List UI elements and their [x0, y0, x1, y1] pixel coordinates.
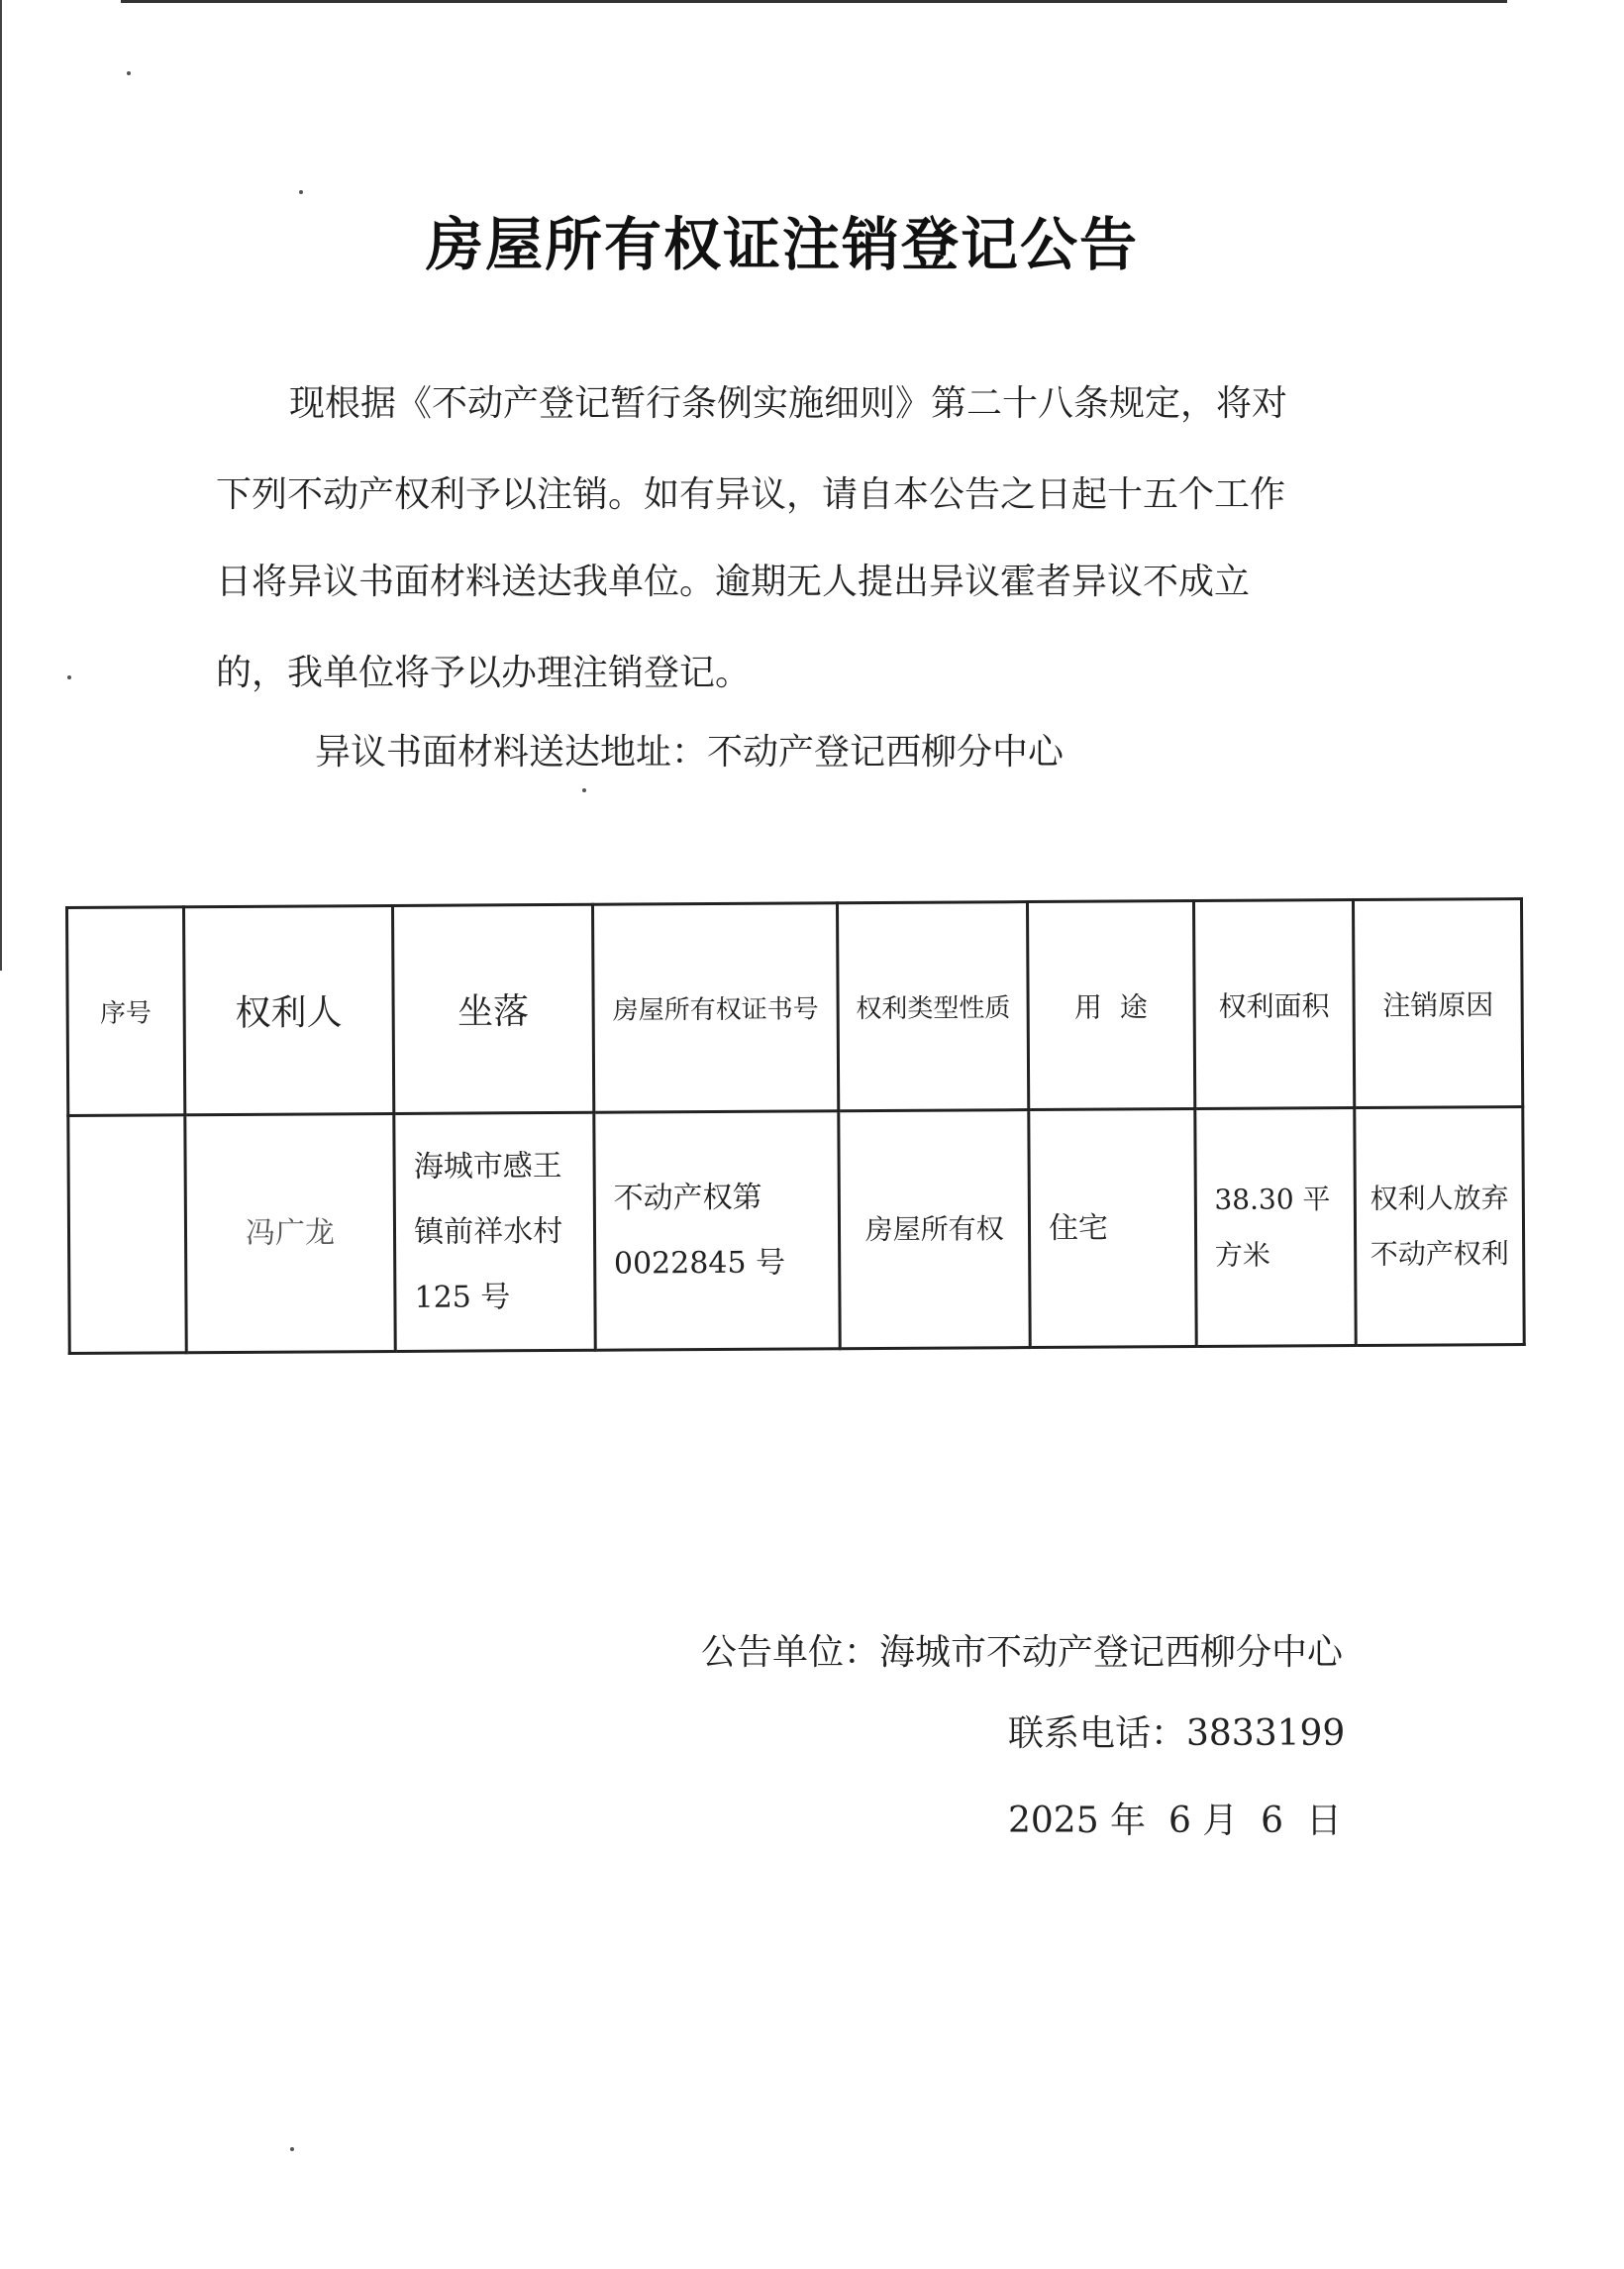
table-row: [68, 1107, 1524, 1354]
objection-address: 异议书面材料送达地址：不动产登记西柳分中心: [315, 732, 1065, 773]
cell-location-line-2: 镇前祥水村: [414, 1213, 563, 1250]
cell-location: [394, 1112, 595, 1351]
cell-right-type: 房屋所有权: [839, 1110, 1030, 1349]
body-line-3: 日将异议书面材料送达我单位。逾期无人提出异议霍者异议不成立: [216, 562, 1251, 602]
cancellation-table: [65, 897, 1526, 1355]
cell-location-line-3: 125 号: [414, 1279, 511, 1315]
scan-speck: [299, 190, 303, 194]
header-reason: 注销原因: [1354, 899, 1523, 1108]
cell-cert-line-2: 0022845 号: [613, 1245, 786, 1282]
body-line-2: 下列不动产权利予以注销。如有异议，请自本公告之日起十五个工作: [216, 474, 1286, 515]
header-cert-no: 房屋所有权证书号: [592, 903, 839, 1113]
header-location: 坐落: [393, 904, 594, 1113]
cell-area-line-1: 38.30 平: [1214, 1182, 1331, 1216]
issuer-line: 公告单位：海城市不动产登记西柳分中心: [701, 1632, 1344, 1673]
date-line: 2025 年 6 月 6 日: [1008, 1801, 1342, 1841]
cell-reason-line-1: 权利人放弃: [1370, 1181, 1509, 1215]
cell-reason-line-2: 不动产权利: [1370, 1236, 1509, 1271]
scan-speck: [67, 675, 71, 679]
cell-location-line-1: 海城市感王: [413, 1148, 562, 1185]
header-usage: 用 途: [1027, 901, 1194, 1110]
body-line-1: 现根据《不动产登记暂行条例实施细则》第二十八条规定，将对: [289, 383, 1288, 424]
header-right-type: 权利类型性质: [838, 902, 1029, 1111]
cell-cert-no: [594, 1111, 841, 1351]
cell-reason: [1355, 1107, 1524, 1346]
header-seq: 序号: [67, 907, 185, 1116]
header-owner: 权利人: [183, 905, 394, 1114]
scan-speck: [290, 2147, 294, 2151]
cell-area: [1194, 1108, 1356, 1347]
table-header-row: [67, 899, 1523, 1116]
cell-owner: 冯广龙: [185, 1113, 396, 1352]
scan-speck: [127, 71, 131, 75]
header-area: 权利面积: [1193, 900, 1355, 1109]
body-line-4: 的，我单位将予以办理注销登记。: [216, 653, 752, 693]
phone-line: 联系电话：3833199: [1008, 1713, 1346, 1754]
cell-cert-line-1: 不动产权第: [613, 1180, 762, 1216]
cell-usage: 住宅: [1029, 1109, 1196, 1348]
scan-top-rule: [121, 0, 1507, 3]
page-title: 房屋所有权证注销登记公告: [425, 211, 1139, 278]
scan-left-edge: [0, 0, 2, 971]
scan-speck: [582, 788, 586, 792]
cell-area-line-2: 方米: [1214, 1238, 1270, 1272]
cell-seq: [68, 1115, 186, 1354]
